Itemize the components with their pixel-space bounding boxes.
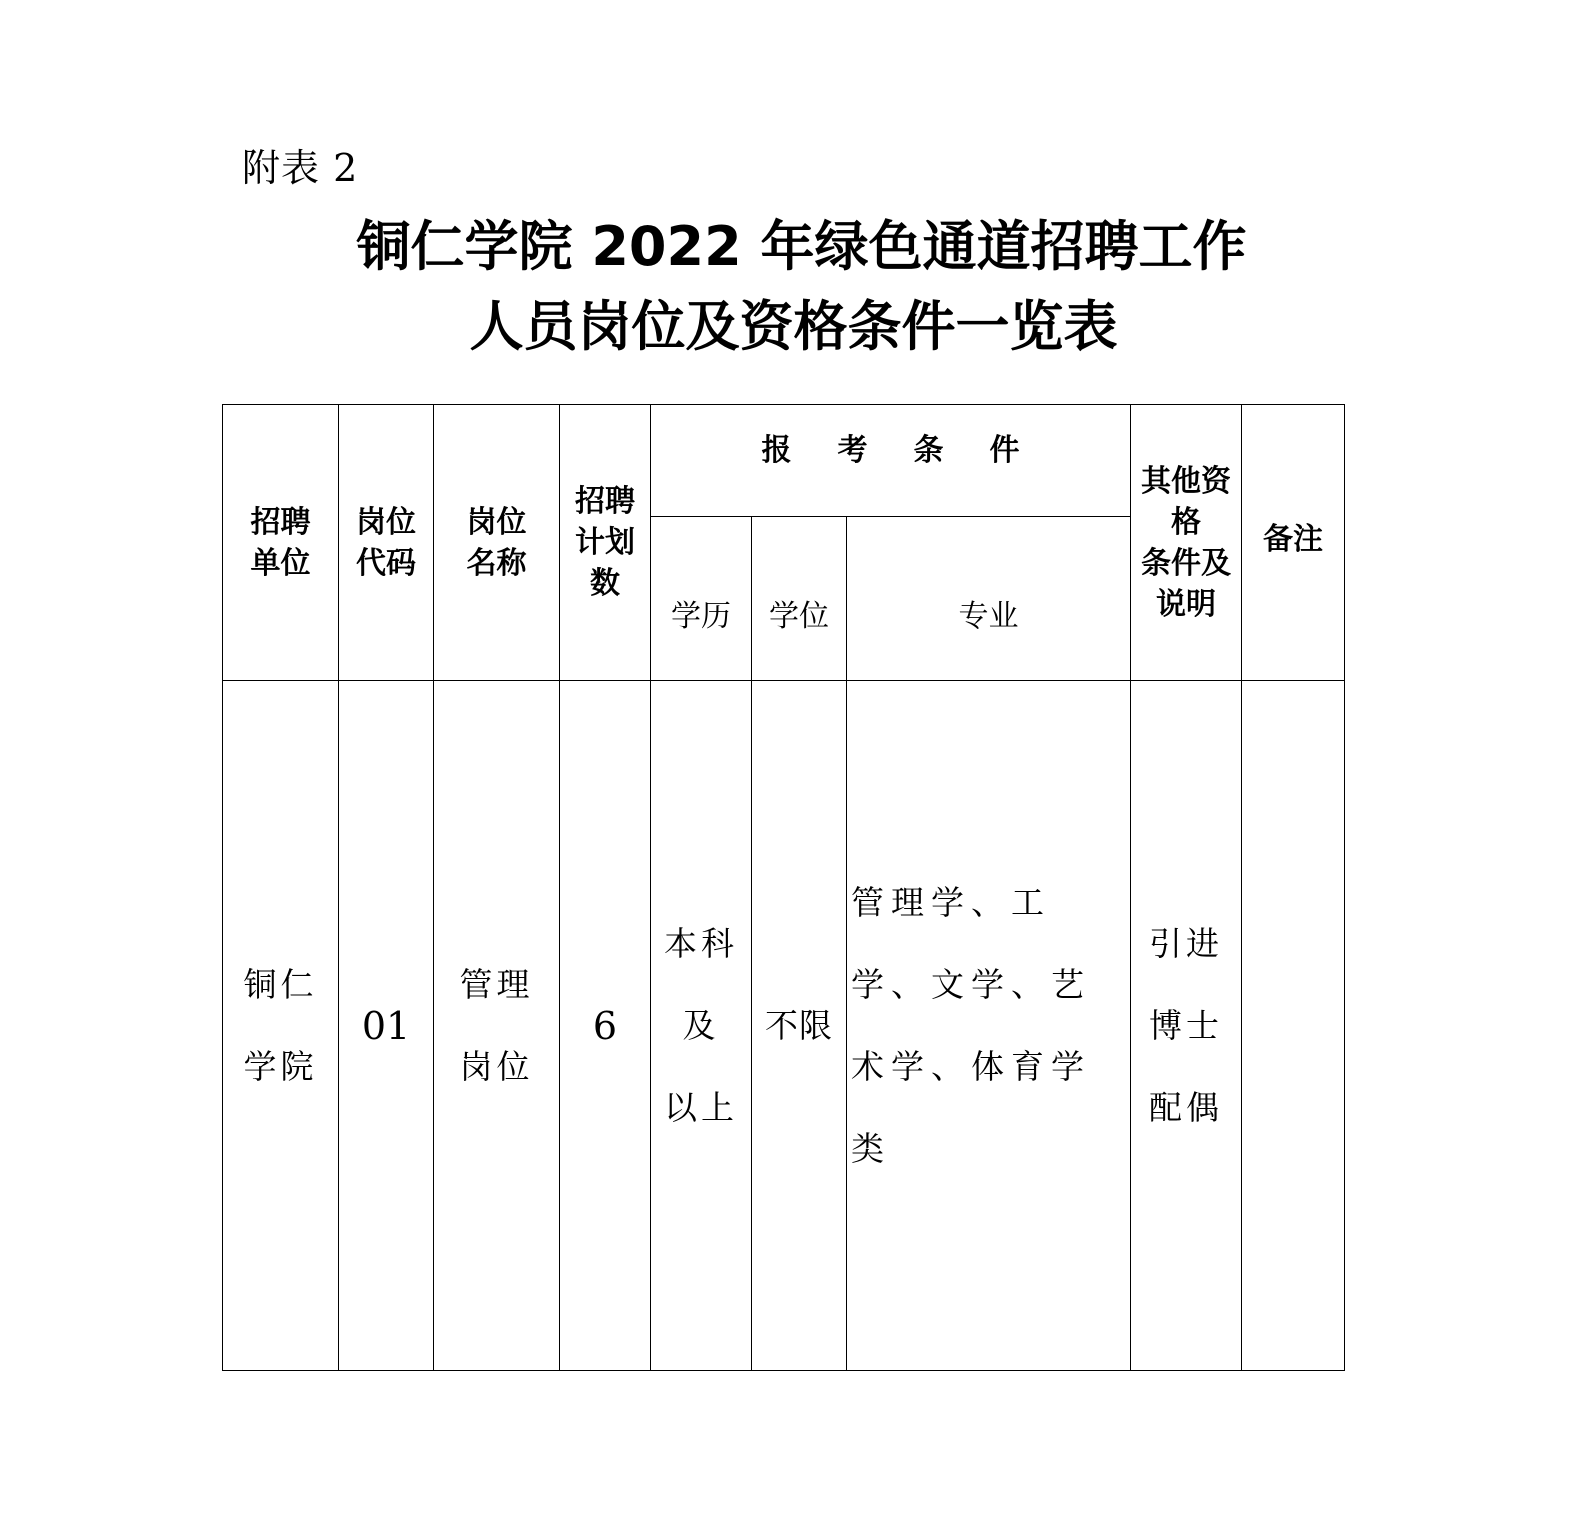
header-position-name: 岗位 名称: [434, 405, 560, 681]
table-row: [223, 681, 1345, 1371]
header-conditions: 报考条件: [651, 405, 1131, 517]
cell-degree: 不限: [752, 681, 847, 1371]
header-remark: 备注: [1242, 405, 1345, 681]
document-title-line-1: 铜仁学院 2022 年绿色通道招聘工作: [356, 215, 1247, 278]
cell-other-conditions: 引进 博士 配偶: [1131, 681, 1242, 1371]
header-degree: 学位: [752, 517, 847, 681]
cell-remark: [1242, 681, 1345, 1371]
annex-label: 附表 2: [242, 146, 359, 190]
cell-position-code: 01: [339, 681, 434, 1371]
header-unit: 招聘 单位: [223, 405, 339, 681]
cell-education: 本科 及 以上: [651, 681, 752, 1371]
header-plan-count: 招聘 计划 数: [560, 405, 651, 681]
header-education: 学历: [651, 517, 752, 681]
document-title-line-2: 人员岗位及资格条件一览表: [469, 295, 1118, 358]
recruitment-table: [222, 404, 1345, 1371]
cell-unit: 铜仁 学院: [223, 681, 339, 1371]
cell-position-name: 管理 岗位: [434, 681, 560, 1371]
header-row-top: [223, 405, 1345, 517]
cell-plan-count: 6: [560, 681, 651, 1371]
header-major: 专业: [847, 517, 1131, 681]
header-other-conditions: 其他资 格 条件及 说明: [1131, 405, 1242, 681]
cell-major: 管理学、工学、文学、艺术学、体育学类: [847, 681, 1131, 1371]
header-position-code: 岗位 代码: [339, 405, 434, 681]
